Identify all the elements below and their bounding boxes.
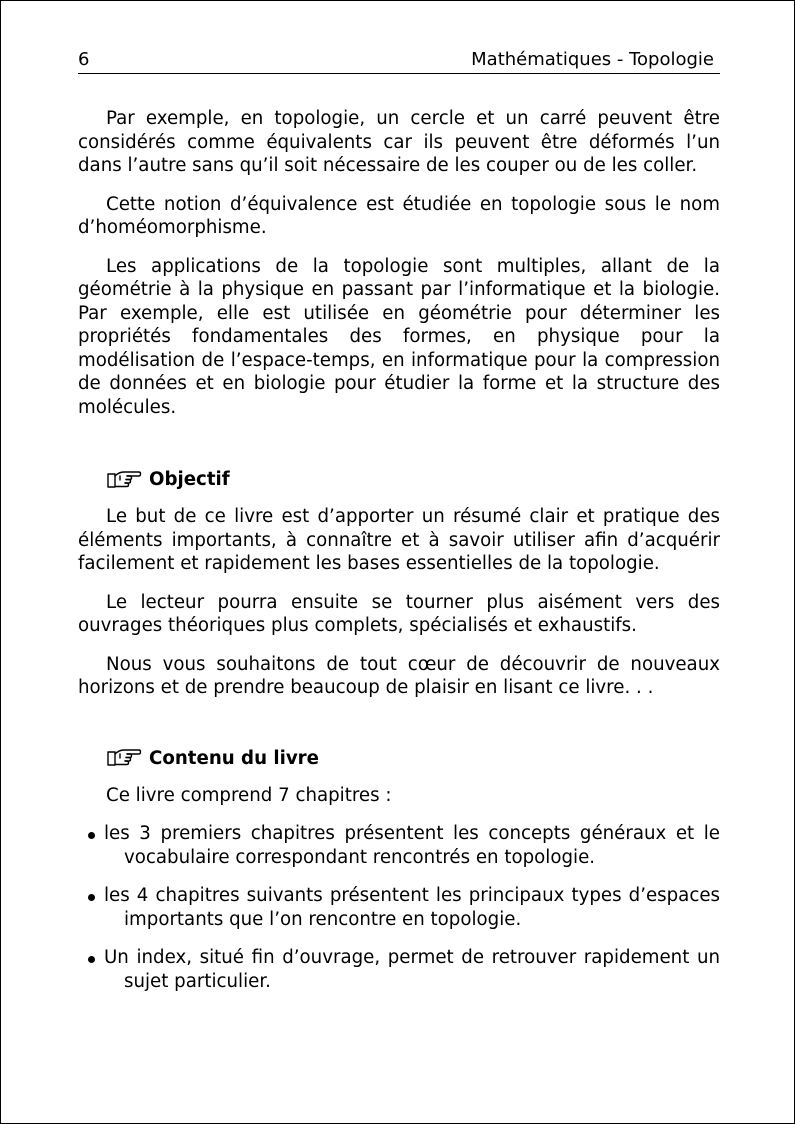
list-item-text: les 4 chapitres suivants présentent les principaux types d’espaces importants que l’on rencontre en topologie.	[104, 885, 720, 930]
pointing-hand-icon	[106, 469, 142, 491]
body-paragraph: Par exemple, en topologie, un cercle et un carré peuvent être considérés comme équivalents car ils peuvent être déformés l’un dans l’autre sans qu’il soit nécessaire de les couper ou de les coller.	[78, 108, 720, 176]
list-item-text: les 3 premiers chapitres présentent les concepts généraux et le vocabulaire correspondant rencontrés en topologie.	[104, 823, 720, 868]
body-paragraph: Nous vous souhaitons de tout cœur de découvrir de nouveaux horizons et de prendre beaucoup de plaisir en lisant ce livre. . .	[78, 653, 720, 698]
section-heading-text: Contenu du livre	[149, 747, 319, 769]
chapter-list	[78, 822, 720, 993]
page-header	[78, 49, 720, 74]
list-item	[78, 822, 720, 869]
pointing-hand-icon	[106, 747, 142, 769]
section-heading-text: Objectif	[149, 469, 230, 490]
running-title: Mathématiques - Topologie	[471, 49, 714, 70]
bullet-icon	[88, 894, 95, 901]
body-paragraph: Le but de ce livre est d’apporter un résumé clair et pratique des éléments importants, à connaître et à savoir utiliser afin d’acquérir facilement et rapidement les bases essentielles de la topologie.	[78, 506, 720, 574]
section-heading-objectif	[106, 468, 720, 491]
page-body	[78, 107, 720, 1008]
body-paragraph: Cette notion d’équivalence est étudiée en topologie sous le nom d’homéomorphisme.	[78, 193, 720, 238]
list-item-text: Un index, situé fin d’ouvrage, permet de retrouver rapidement un sujet particulier.	[104, 947, 720, 992]
bullet-icon	[88, 832, 95, 839]
body-paragraph: Ce livre comprend 7 chapitres :	[106, 784, 392, 806]
page-number: 6	[78, 49, 90, 70]
section-heading-contenu	[106, 747, 720, 770]
body-paragraph: Le lecteur pourra ensuite se tourner plus aisément vers des ouvrages théoriques plus complets, spécialisés et exhaustifs.	[78, 591, 720, 636]
list-item	[78, 884, 720, 931]
list-item	[78, 946, 720, 993]
bullet-icon	[88, 956, 95, 963]
body-paragraph: Les applications de la topologie sont multiples, allant de la géométrie à la physique en passant par l’informatique et la biologie. Par exemple, elle est utilisée en géométrie pour déterminer les propriétés fondamentales des formes, en physique pour la modélisation de l’espace-temps, en informatique pour la compression de données et en biologie pour étudier la forme et la structure des molécules.	[78, 255, 720, 418]
